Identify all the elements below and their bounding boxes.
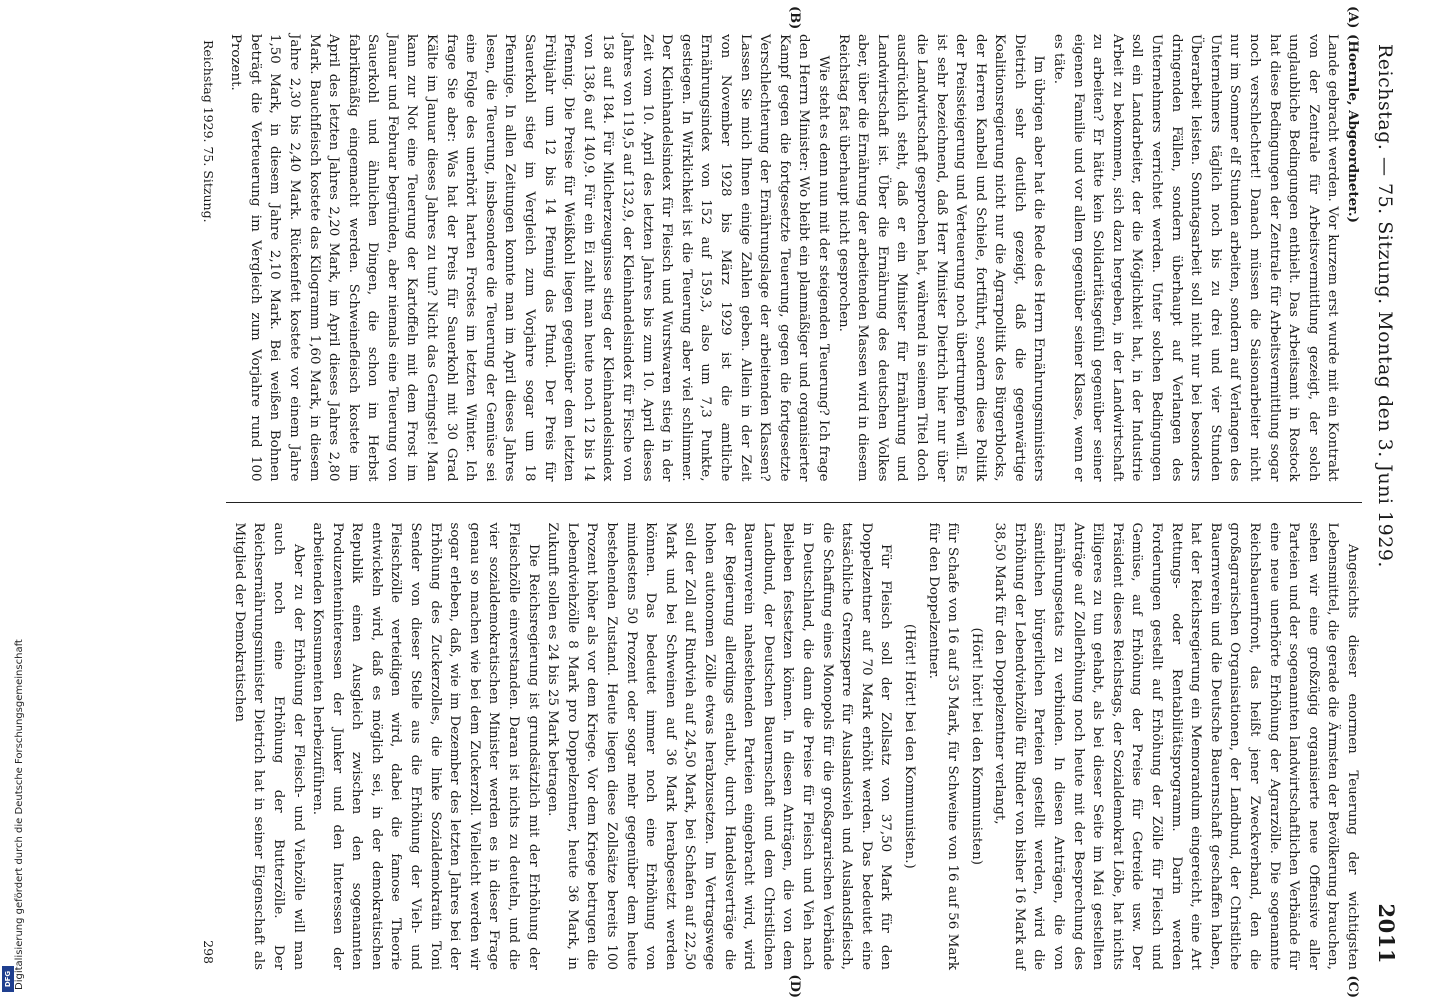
document-page — [17, 0, 1417, 1000]
paragraph: Aber zu der Erhöhung der Fleisch- und Viehzölle will man auch noch eine Erhöhung der Butterzölle. Der Reichsernährungsminister Dietrich hat in seiner Eigenschaft als Mitglied der Demokratischen — [231, 522, 306, 970]
page-number: 2011 — [1374, 903, 1399, 964]
interjection: (Hört! hört! bei den Kommunisten) — [968, 627, 984, 866]
funding-credit — [0, 0, 25, 1000]
left-column — [226, 34, 1362, 502]
paragraph: Für Fleisch soll der Zollsatz von 37,50 Mark für den Doppelzentner auf 70 Mark erhöht werden. Das bedeutet eine tatsächliche Grenzsperre für Auslandsvieh und Auslandsfleisch, die Schaffung eines Monopols für die großagrarischen Verbände in Deutschland, die dann die Preise für Fleisch und Vieh nach Belieben festsetzen können. In diesen Anträgen, die von dem Landbund, der Deutschen Bauernschaft und dem Christlichen Bauernverein nahestehenden Parteien eingebracht wird, wird der Regierung allerdings erlaubt, durch Handelsverträge die hohen autonomen Zölle etwas herabzusetzen. Im Vertragswege soll der Zoll auf Rindvieh auf 24,50 Mark, bei Schafen auf 22,50 Mark und bei Schweinen auf 36 Mark herabgesetzt werden können. Das bedeutet immer noch eine Erhöhung von mindestens 50 Prozent oder sogar mehr gegenüber dem heute bestehenden Zustand. Heute liegen diese Zollsätze bereits 100 Prozent höher als vor dem Kriege. Vor dem Kriege betrugen die Lebendviehzölle 8 Mark pro Doppelzentner, heute 36 Mark, in Zukunft sollen es 24 bis 25 Mark betragen. — [545, 522, 894, 970]
margin-marker-c: (C) — [1345, 975, 1360, 998]
margin-marker-d: (D) — [787, 974, 802, 998]
page-footer — [201, 34, 216, 970]
interjection: (Hört! Hört! bei den Kommunisten.) — [901, 623, 917, 869]
paragraph: Im übrigen aber hat die Rede des Herrn Ernährungsministers Dietrich sehr deutlich gezeigt, daß die gegenwärtige Koalitionsregierung nicht nur die Agrarpolitik des Bürgerblocks, der Herren Kanbell und Schiele, fortführt, sondern diese Politik der Preissteigerung und Verteuerung noch übertrumpfen will. Es ist sehr bezeichnend, daß Herr Minister Dietrich hier nur über die Landwirtschaft gesprochen hat, während in seinem Titel doch ausdrücklich steht, daß er ein Minister für Ernährung und Landwirtschaft ist. Über die Ernährung des deutschen Volkes aber, über die Ernährung der arbeitenden Massen wird in diesem Reichstag fast überhaupt nicht gesprochen. — [835, 34, 1047, 482]
paragraph: Wie steht es denn nun mit der steigenden Teuerung? Ich frage den Herrn Minister: Wo bleibt ein planmäßiger und organisierter Kampf gegen die fortgesetzte Teuerung, gegen die fortgesetzte Verschlechterung der Ernährungslage der arbeitenden Klassen? Lassen Sie mich Ihnen einige Zahlen geben. Allein in der Zeit von November 1928 bis März 1929 ist die amtliche Ernährungsindex von 152 auf 159,3, also um 7,3 Punkte, gestiegen. In Wirklichkeit ist die Teuerung aber viel schlimmer. Der Kleinhandelsindex für Fleisch und Wurstwaren stieg in der Zeit vom 10. April des letzten Jahres bis zum 10. April dieses Jahres von 119,5 auf 132,9, der Kleinhandelsindex für Fische von 158 auf 184. Für Milcherzeugnisse stieg der Kleinhandelsindex von 138,6 auf 140,9. Für ein Ei zahlt man heute noch 12 bis 14 Pfennig. Die Preise für Weißkohl liegen gegenüber dem letzten Frühjahr um 12 bis 14 Pfennig das Pfund. Der Preis für Sauerkohl stieg im Vergleich zum Vorjahre sogar um 18 Pfennige. In allen Zeitungen konnte man im April dieses Jahres lesen, die Teuerung, insbesondere die Teuerung der Gemüse sei eine Folge des unerhört harten Frostes im letzten Winter. Ich frage Sie aber: Was hat der Preis für Sauerkohl mit 30 Grad Kälte im Januar dieses Jahres zu tun? Nicht das Geringste! Man kann zur Not eine Teuerung der Kartoffeln mit dem Frost im Januar und Februar begründen, aber niemals eine Teuerung von Sauerkohl und ähnlichen Dingen, die schon im Herbst fabrikmäßig eingemacht werden. Schweinefleisch kostete im April des letzten Jahres 2,20 Mark, im April dieses Jahres 2,80 Mark. Bauchfleisch kostete das Kilogramm 1,60 Mark, in diesem Jahre 2,30 bis 2,40 Mark. Rückenfett kostete vor einem Jahre 1,50 Mark, in diesem Jahre 2,10 Mark. Bei weißen Bohnen beträgt die Verteuerung im Vergleich zum Vorjahre rund 100 Prozent. — [228, 34, 831, 482]
running-title: Reichstag. — 75. Sitzung. Montag den 3. Juni 1929. — [1374, 44, 1396, 568]
paragraph: für Schafe von 16 auf 35 Mark, für Schweine von 16 auf 56 Mark für den Doppelzentner. — [925, 522, 961, 970]
text-columns — [226, 6, 1362, 998]
right-column — [226, 502, 1362, 971]
paragraph: Lande gebracht werden. Vor kurzem erst wurde mit ein Kontrakt von der Zentrale für Arbeitsvermittlung gezeigt, der solch unglaubliche Bedingungen enthielt. Das Arbeitsamt in Rostock hat diese Bedingungen der Zentrale für Arbeitsvermittlung sogar noch verschlechtert! Danach müssen die Saisonarbeiter nicht nur im Sommer elf Stunden arbeiten, sondern auf Verlangen des Unternehmers täglich noch bis zu drei und vier Stunden Überarbeit leisten. Sonntagsarbeit soll nicht nur bei besonders dringenden Fällen, sondern überhaupt auf Verlangen des Unternehmers verrichtet werden. Unter solchen Bedingungen soll ein Landarbeiter, der die Möglichkeit hat, in der Industrie Arbeit zu bekommen, sich dazu hergeben, in der Landwirtschaft zu arbeiten? Er hätte kein Solidaritätsgefühl gegenüber seiner eigenen Familie und vor allem gegenüber seiner Klasse, wenn er es täte. — [1051, 34, 1341, 482]
paragraph: Die Reichsregierung ist grundsätzlich mit der Erhöhung der Fleischzölle einverstanden. Daran ist nichts zu deuteln, und die vier sozialdemokratischen Minister werden es in dieser Frage genau so machen wie bei dem Zuckerzoll. Vielleicht werden wir sogar erleben, daß, wie im Dezember des letzten Jahres bei der Erhöhung des Zuckerzolles, die linke Sozialdemokratin Toni Sender von dieser Stelle aus die Erhöhung der Vieh- und Fleischzölle verteidigen wird, dabei die famose Theorie entwickeln wird, daß es möglich sei, in der demokratischen Republik einen Ausgleich zwischen den sogenannten Produzenteninteressen der Junker und den Interessen der arbeitenden Konsumenten herbeizuführen. — [310, 522, 541, 970]
funding-credit-text: Digitalisierung gefördert durch die Deutsche Forschungsgemeinschaft — [14, 639, 25, 990]
margin-marker-b: (B) — [787, 6, 802, 30]
margin-marker-a: (A) — [1345, 6, 1360, 29]
paragraph: Angesichts dieser enormen Teuerung der wichtigsten Lebensmittel, die gerade die Ärmsten der Bevölkerung brauchen, sehen wir eine großzügig organisierte neue Offensive aller Parteien und der sogenannten landwirtschaftlichen Verbände für eine neue unerhörte Erhöhung der Agrarzölle. Die sogenannte Reichsbauernfront, das heißt jener Zweckverband, den die großagrarischen Organisationen, der Landbund, der Christliche Bauernverein und die Deutsche Bauernschaft geschaffen haben, hat der Reichsregierung ein Memorandum eingereicht, eine Art Rettungs- oder Rentabilitätsprogramm. Darin werden Forderungen gestellt auf Erhöhung der Zölle für Fleisch und Gemüse, auf Erhöhung der Preise für Getreide usw. Der Präsident dieses Reichstags, der Sozialdemokrat Löbe, hat nichts Eiligeres zu tun gehabt, als bei dieser Seite im Mai gestellten Anträge auf Zollerhöhung noch heute mit der Besprechung des Ernährungsetats zu verbinden. In diesen Anträgen, die von sämtlichen bürgerlichen Parteien gestellt werden, wird die Erhöhung der Lebendviehzölle für Rinder von bisher 16 Mark auf 38,50 Mark für den Doppelzentner verlangt, — [992, 522, 1360, 970]
dfg-logo: DFG — [2, 966, 14, 992]
page-header — [1368, 34, 1399, 970]
speaker-line: (Hoernle, Abgeordneter.) — [1345, 34, 1361, 223]
footer-signature: 298 — [200, 940, 216, 964]
footer-session: Reichstag 1929. 75. Sitzung. — [200, 40, 216, 223]
